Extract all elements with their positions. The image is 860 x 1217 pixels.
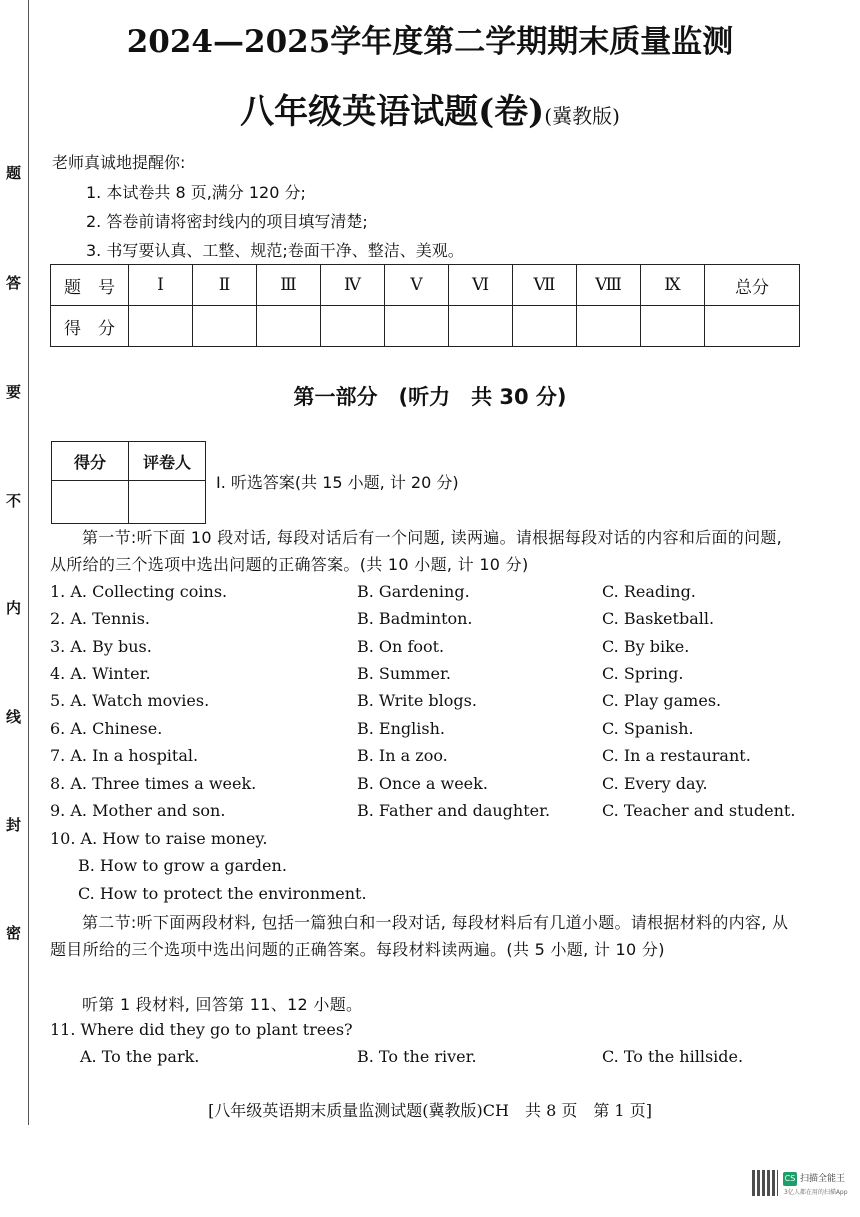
seal-char: 题 bbox=[6, 164, 22, 182]
q11-stem: 11. Where did they go to plant trees? bbox=[50, 1020, 353, 1039]
score-cell[interactable] bbox=[449, 306, 513, 347]
scanner-watermark bbox=[752, 1170, 848, 1196]
seal-char: 要 bbox=[6, 383, 22, 401]
option-a: 6. A. Chinese. bbox=[50, 719, 163, 738]
q11-option-a: A. To the park. bbox=[80, 1047, 200, 1066]
option-c: C. Every day. bbox=[602, 774, 708, 793]
option-a: 8. A. Three times a week. bbox=[50, 774, 257, 793]
notice-rule: 2. 答卷前请将密封线内的项目填写清楚; bbox=[86, 212, 368, 231]
option-c: C. In a restaurant. bbox=[602, 746, 751, 765]
q10-option-b: B. How to grow a garden. bbox=[78, 856, 287, 875]
q10-option-a: 10. A. How to raise money. bbox=[50, 829, 268, 848]
material1-note: 听第 1 段材料, 回答第 11、12 小题。 bbox=[82, 995, 363, 1014]
score-row-label: 得 分 bbox=[51, 306, 129, 347]
part1-heading: 第一部分 (听力 共 30 分) bbox=[293, 385, 567, 409]
option-b: B. In a zoo. bbox=[357, 746, 448, 765]
option-a: 9. A. Mother and son. bbox=[50, 801, 226, 820]
score-cell[interactable] bbox=[513, 306, 577, 347]
score-header-cell: 总分 bbox=[705, 265, 800, 306]
qr-code-icon bbox=[752, 1170, 778, 1196]
option-a: 4. A. Winter. bbox=[50, 664, 151, 683]
score-header-cell: Ⅵ bbox=[449, 265, 513, 306]
q11-option-c: C. To the hillside. bbox=[602, 1047, 744, 1066]
scanner-tagline: 3亿人都在用的扫描App bbox=[784, 1189, 848, 1196]
seal-char: 密 bbox=[6, 924, 22, 942]
score-header-cell: Ⅷ bbox=[577, 265, 641, 306]
subtitle-text: 八年级英语试题(卷) bbox=[240, 92, 545, 132]
option-b: B. On foot. bbox=[357, 637, 445, 656]
score-cell[interactable] bbox=[129, 306, 193, 347]
option-b: B. Write blogs. bbox=[357, 691, 477, 710]
option-a: 2. A. Tennis. bbox=[50, 609, 150, 628]
camscanner-icon: CS bbox=[783, 1172, 797, 1186]
score-header-cell: Ⅸ bbox=[641, 265, 705, 306]
option-a: 7. A. In a hospital. bbox=[50, 746, 199, 765]
score-cell[interactable] bbox=[321, 306, 385, 347]
score-table-header-row bbox=[51, 265, 800, 306]
option-b: B. English. bbox=[357, 719, 445, 738]
grader-score-cell[interactable] bbox=[52, 481, 129, 524]
option-c: C. Play games. bbox=[602, 691, 722, 710]
section1-intro: 第一节:听下面 10 段对话, 每段对话后有一个问题, 读两遍。请根据每段对话的内容和后面的问题, 从所给的三个选项中选出问题的正确答案。(共 10 小题, 计 10 分) bbox=[50, 528, 783, 574]
exam-subtitle bbox=[0, 84, 860, 133]
seal-char: 封 bbox=[6, 816, 22, 834]
score-header-cell: Ⅳ bbox=[321, 265, 385, 306]
option-c: C. Basketball. bbox=[602, 609, 715, 628]
seal-char: 线 bbox=[6, 708, 22, 726]
score-header-cell: Ⅱ bbox=[193, 265, 257, 306]
notice-rule: 3. 书写要认真、工整、规范;卷面干净、整洁、美观。 bbox=[86, 241, 464, 260]
score-cell[interactable] bbox=[577, 306, 641, 347]
option-a: 5. A. Watch movies. bbox=[50, 691, 210, 710]
option-b: B. Summer. bbox=[357, 664, 451, 683]
score-cell[interactable] bbox=[193, 306, 257, 347]
option-b: B. Father and daughter. bbox=[357, 801, 551, 820]
option-c: C. Teacher and student. bbox=[602, 801, 796, 820]
option-a: 1. A. Collecting coins. bbox=[50, 582, 228, 601]
option-a: 3. A. By bus. bbox=[50, 637, 152, 656]
score-header-cell: Ⅴ bbox=[385, 265, 449, 306]
score-header-cell: Ⅲ bbox=[257, 265, 321, 306]
notice-rule: 1. 本试卷共 8 页,满分 120 分; bbox=[86, 183, 306, 202]
seal-line bbox=[28, 0, 29, 1125]
grader-box bbox=[51, 441, 206, 524]
seal-char: 内 bbox=[6, 599, 22, 617]
option-c: C. Spanish. bbox=[602, 719, 694, 738]
exam-title: 2024—2025学年度第二学期期末质量监测 bbox=[126, 24, 734, 60]
grader-score-label: 得分 bbox=[52, 442, 129, 481]
score-table bbox=[50, 264, 800, 347]
notice-heading: 老师真诚地提醒你: bbox=[52, 153, 186, 172]
option-c: C. Spring. bbox=[602, 664, 684, 683]
edition-label: (冀教版) bbox=[544, 104, 620, 128]
score-cell[interactable] bbox=[257, 306, 321, 347]
option-c: C. Reading. bbox=[602, 582, 696, 601]
option-c: C. By bike. bbox=[602, 637, 690, 656]
page-footer: [八年级英语期末质量监测试题(冀教版)CH 共 8 页 第 1 页] bbox=[208, 1101, 652, 1120]
grader-name-cell[interactable] bbox=[129, 481, 206, 524]
section2-intro: 第二节:听下面两段材料, 包括一篇独白和一段对话, 每段材料后有几道小题。请根据材料的内容, 从题目所给的三个选项中选出问题的正确答案。每段材料读两遍。(共 5 小题, 计 10 分) bbox=[50, 913, 789, 959]
q11-option-b: B. To the river. bbox=[357, 1047, 477, 1066]
option-b: B. Gardening. bbox=[357, 582, 470, 601]
option-b: B. Badminton. bbox=[357, 609, 473, 628]
score-header-cell: 题 号 bbox=[51, 265, 129, 306]
score-cell[interactable] bbox=[385, 306, 449, 347]
scanner-name: 扫描全能王 bbox=[800, 1174, 846, 1184]
score-cell[interactable] bbox=[705, 306, 800, 347]
seal-char: 不 bbox=[6, 492, 22, 510]
seal-char: 答 bbox=[6, 274, 22, 292]
option-b: B. Once a week. bbox=[357, 774, 488, 793]
score-header-cell: Ⅰ bbox=[129, 265, 193, 306]
score-header-cell: Ⅶ bbox=[513, 265, 577, 306]
score-cell[interactable] bbox=[641, 306, 705, 347]
section1-title: Ⅰ. 听选答案(共 15 小题, 计 20 分) bbox=[216, 473, 459, 492]
score-table-score-row bbox=[51, 306, 800, 347]
grader-name-label: 评卷人 bbox=[129, 442, 206, 481]
q10-option-c: C. How to protect the environment. bbox=[78, 884, 367, 903]
